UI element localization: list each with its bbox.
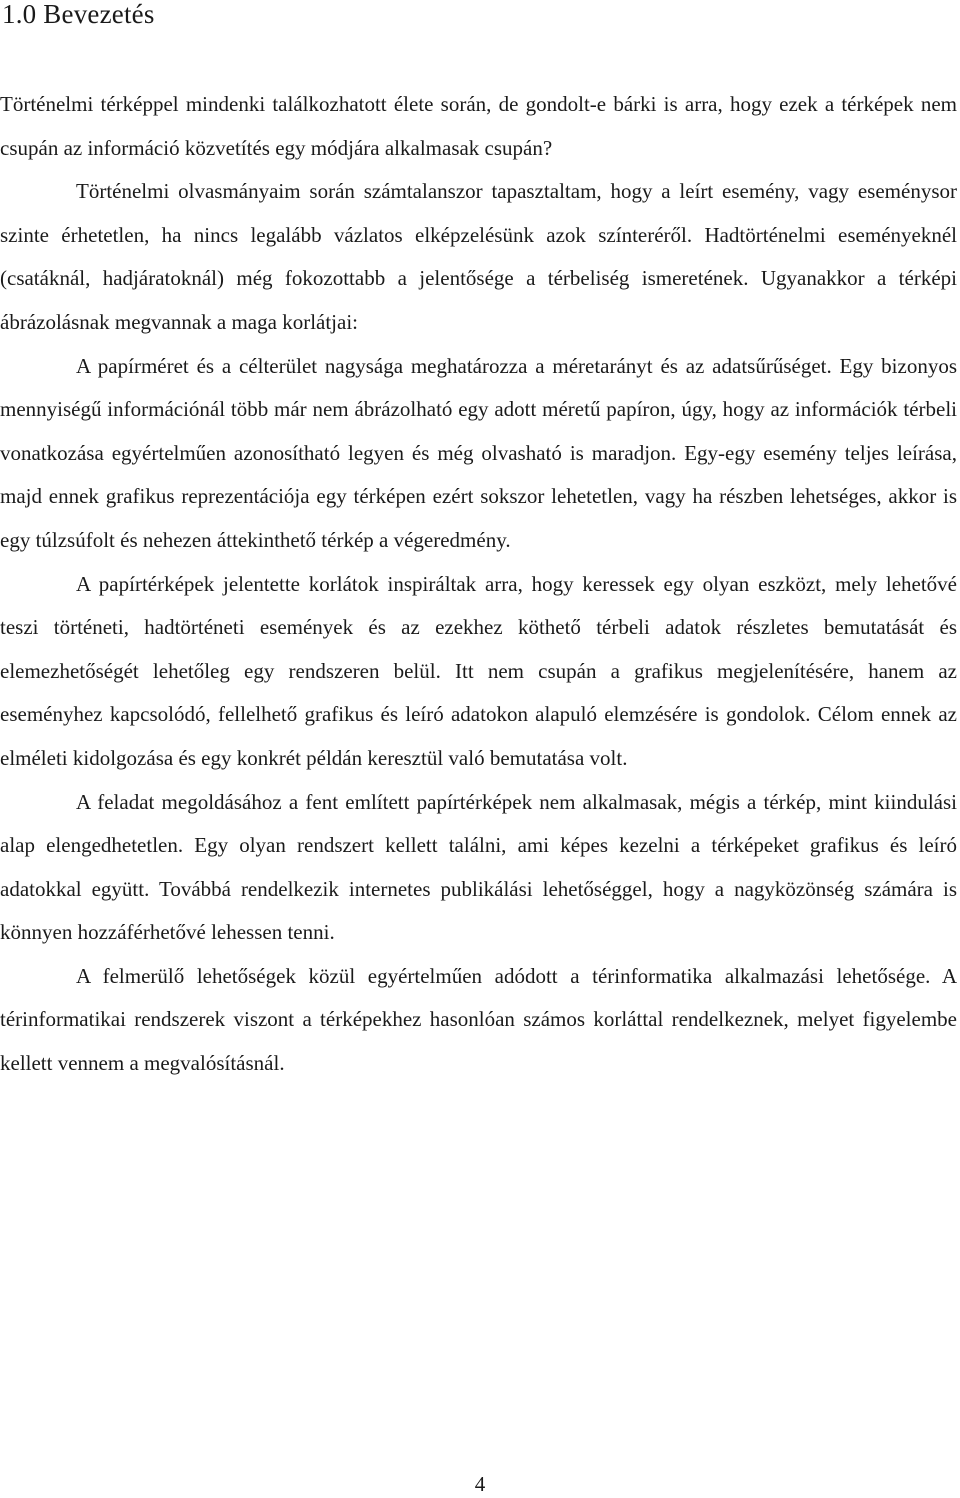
section-heading: 1.0 Bevezetés <box>2 0 155 29</box>
paragraph-goal: A papírtérképek jelentette korlátok inspiráltak arra, hogy keressek egy olyan eszközt, mely lehetővé teszi történeti, hadtörténeti események és az ezekhez köthető térbeli adatok részletes bemutatását és elemezhetőségét lehetőleg egy rendszeren belül. Itt nem csupán a grafikus megjelenítésére, hanem az eseményhez kapcsolódó, fellelhető grafikus és leíró adatokon alapuló elemzésére is gondolok. Célom ennek az elméleti kidolgozása és egy konkrét példán keresztül való bemutatása volt. <box>0 571 957 770</box>
paragraph-intro: Történelmi térképpel mindenki találkozhatott élete során, de gondolt-e bárki is arra, hogy ezek a térképek nem csupán az információ közvetítés egy módjára alkalmasak csupán? <box>0 92 957 160</box>
body-text <box>0 83 957 1086</box>
paragraph-gis: A felmerülő lehetőségek közül egyértelműen adódott a térinformatika alkalmazási lehetősége. A térinformatikai rendszerek viszont a térképekhez hasonlóan számos korláttal rendelkeznek, melyet figyelembe kellett vennem a megvalósításnál. <box>0 963 957 1076</box>
paragraph-paper-limits: A papírméret és a célterület nagysága meghatározza a méretarányt és az adatsűrűséget. Egy bizonyos mennyiségű információnál több már nem ábrázolható egy adott méretű papíron, úgy, hogy az információk térbeli vonatkozása egyértelműen azonosítható legyen és még olvasható is maradjon. Egy-egy esemény teljes leírása, majd ennek grafikus reprezentációja egy térképen ezért sokszor lehetetlen, vagy ha részben lehetséges, akkor is egy túlzsúfolt és nehezen áttekinthető térkép a végeredmény. <box>0 353 957 552</box>
paragraph-system-requirements: A feladat megoldásához a fent említett papírtérképek nem alkalmasak, mégis a térkép, mint kiindulási alap elengedhetetlen. Egy olyan rendszert kellett találni, ami képes kezelni a térképeket grafikus és leíró adatokkal együtt. Továbbá rendelkezik internetes publikálási lehetőséggel, hogy a nagyközönség számára is könnyen hozzáférhetővé lehessen tenni. <box>0 789 957 945</box>
page-number: 4 <box>474 1472 486 1496</box>
paragraph-reading-experience: Történelmi olvasmányaim során számtalanszor tapasztaltam, hogy a leírt esemény, vagy eseménysor szinte érhetetlen, ha nincs legalább vázlatos elképzelésünk azok színteréről. Hadtörténelmi eseményeknél (csatáknál, hadjáratoknál) még fokozottabb a jelentősége a térbeliség ismeretének. Ugyanakkor a térképi ábrázolásnak megvannak a maga korlátjai: <box>0 179 957 334</box>
